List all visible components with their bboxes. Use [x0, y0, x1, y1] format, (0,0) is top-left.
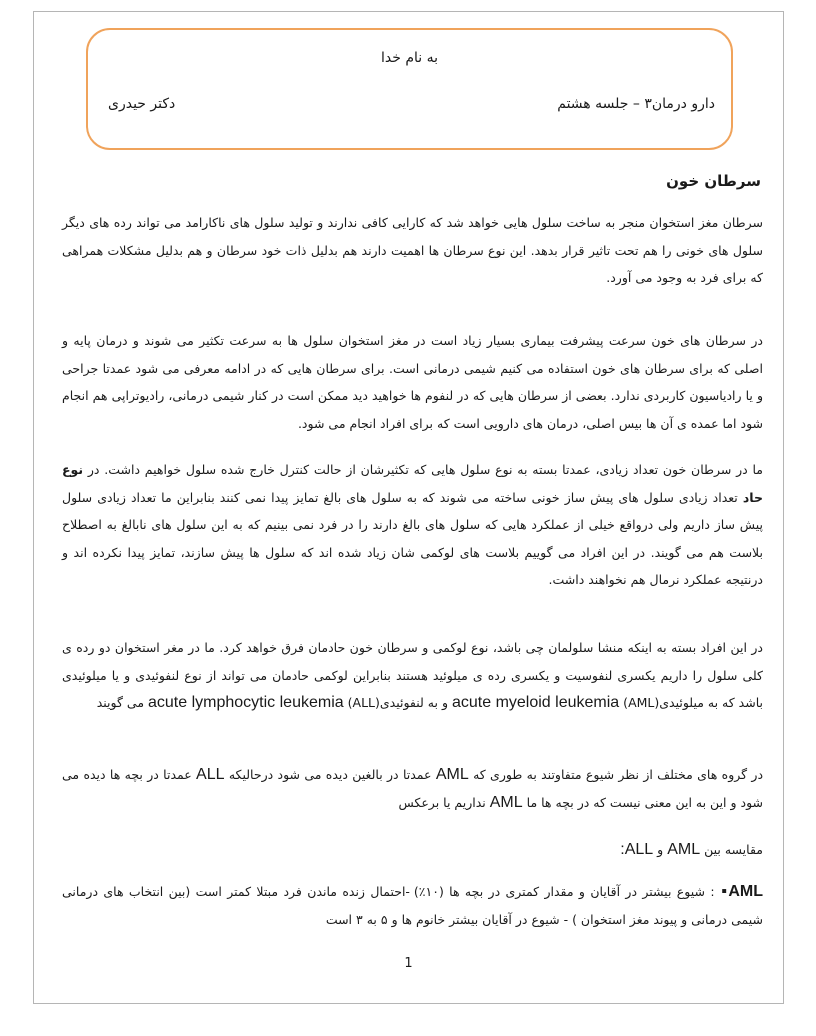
- p6-text-2: و: [657, 842, 664, 857]
- p5-aml-2: AML: [489, 793, 523, 811]
- paragraph-5: [62, 761, 763, 816]
- paragraph-6: [62, 836, 763, 864]
- paragraph-7: [62, 878, 763, 933]
- document-page: [33, 11, 784, 1004]
- p6-aml: AML: [667, 841, 701, 858]
- p6-all: ALL:: [620, 841, 654, 858]
- paragraph-2: در سرطان های خون سرعت پیشرفت بیماری بسیار زیاد است در مغز استخوان سلول ها به سرعت تکثیر می شوند و درمان پایه و اصلی که برای سرطان های خون استفاده می کنیم شیمی درمانی است. برای سرطان هایی که در ادامه معرفی می شود عمدتا جراحی و یا رادیاسیون کاربردی ندارد. بعضی از سرطان هایی که در لنفوم ها خواهید دید ممکن است در کنار شیمی درمانی، رادیوتراپی هم انجام شود اما عمده ی آن ها بیس اصلی، درمان های دارویی است که برای افراد انجام می شود.: [62, 333, 763, 431]
- basmala: به نام خدا: [380, 50, 439, 66]
- page-number: 1: [404, 956, 413, 971]
- p4-eng-aml: acute myeloid leukemia: [451, 694, 620, 711]
- teacher-name: دکتر حیدری: [108, 96, 176, 112]
- p6-text-1: مقایسه بین: [704, 842, 763, 857]
- p4-text-2: و به لنفوئیدی(ALL): [347, 695, 448, 710]
- p3-text-1: ما در سرطان خون تعداد زیادی، عمدتا بسته به نوع سلول هایی که تکثیرشان از حالت کنترل خارج شده سلول خواهیم داشت. در: [87, 462, 763, 477]
- course-title: دارو درمان۳ – جلسه هشتم: [557, 96, 715, 112]
- section-title: سرطان خون: [666, 172, 761, 190]
- header-box: [86, 28, 733, 150]
- p4-text-3: می گویند: [96, 695, 145, 710]
- p4-text-1: در این افراد بسته به اینکه منشا سلولمان چی باشد، نوع لوکمی و سرطان خون حادمان فرق خواهد کرد. ما در مغر استخوان دو رده ی کلی سلول را داریم یکسری لنفوسیت و یکسری رده ی میلوئید هستند بنابراین لوکمی حادمان می تواند از نوع لنفوئیدی و یا میلوئیدی باشد که به میلوئیدی(AML): [62, 640, 763, 710]
- p5-all-1: ALL: [196, 766, 225, 783]
- paragraph-4: [62, 634, 763, 717]
- paragraph-1: سرطان مغز استخوان منجر به ساخت سلول هایی خواهد شد که کارایی کافی ندارند و تولید سلول های ناکارامد می تواند رده های دیگر سلول های خونی را هم تحت تاثیر قرار بدهد. این نوع سرطان ها اهمیت دارند هم بدلیل ذات خود سرطان و هم بدلیل مشکلات همراهی که برای فرد به وجود می آورد.: [62, 215, 763, 285]
- p5-aml-1: AML: [435, 766, 469, 783]
- p4-eng-all: acute lymphocytic leukemia: [148, 694, 344, 711]
- p5-text-3: عمدتا در بچه ها دیده می شود و این به این معنی نیست که در بچه ها ما: [62, 767, 763, 810]
- aml-bullet-label: AML▪: [719, 883, 763, 900]
- p7-text: : شیوع بیشتر در آقایان و مقدار کمتری در بچه ها (۱۰٪) -احتمال زنده ماندن فرد مبتلا کمتر است (بین انتخاب های درمانی شیمی درمانی و پیوند مغز استخوان ) - شیوع در آقایان بیشتر خانوم ها و ۵ به ۳ است: [62, 884, 763, 927]
- p3-text-2: تعداد زیادی سلول های پیش ساز خونی ساخته می شوند که به سلول های بالغ تمایز پیدا نمی کنند بنابراین ما تعداد زیادی سلول پیش ساز داریم ولی درواقع خیلی از عملکرد هایی که سلول های بالغ دارند را در فرد نمی بینیم که به این سلول های نابالغ به اصطلاح بلاست هم می گویند. در این افراد می گوییم بلاست های لوکمی شان زیاد شده اند که سلول ها پیش سازند، تمایز پیدا نکرده اند و درنتیجه عملکرد نرمال هم نخواهند داشت.: [62, 489, 763, 587]
- p5-text-1: در گروه های مختلف از نظر شیوع متفاوتند به طوری که: [473, 767, 764, 782]
- paragraph-3: [62, 456, 763, 594]
- p3-bold: نوع حاد: [62, 462, 764, 505]
- p5-text-2: عمدتا در بالغین دیده می شود درحالیکه: [228, 767, 432, 782]
- p5-text-4: نداریم یا برعکس: [398, 794, 486, 810]
